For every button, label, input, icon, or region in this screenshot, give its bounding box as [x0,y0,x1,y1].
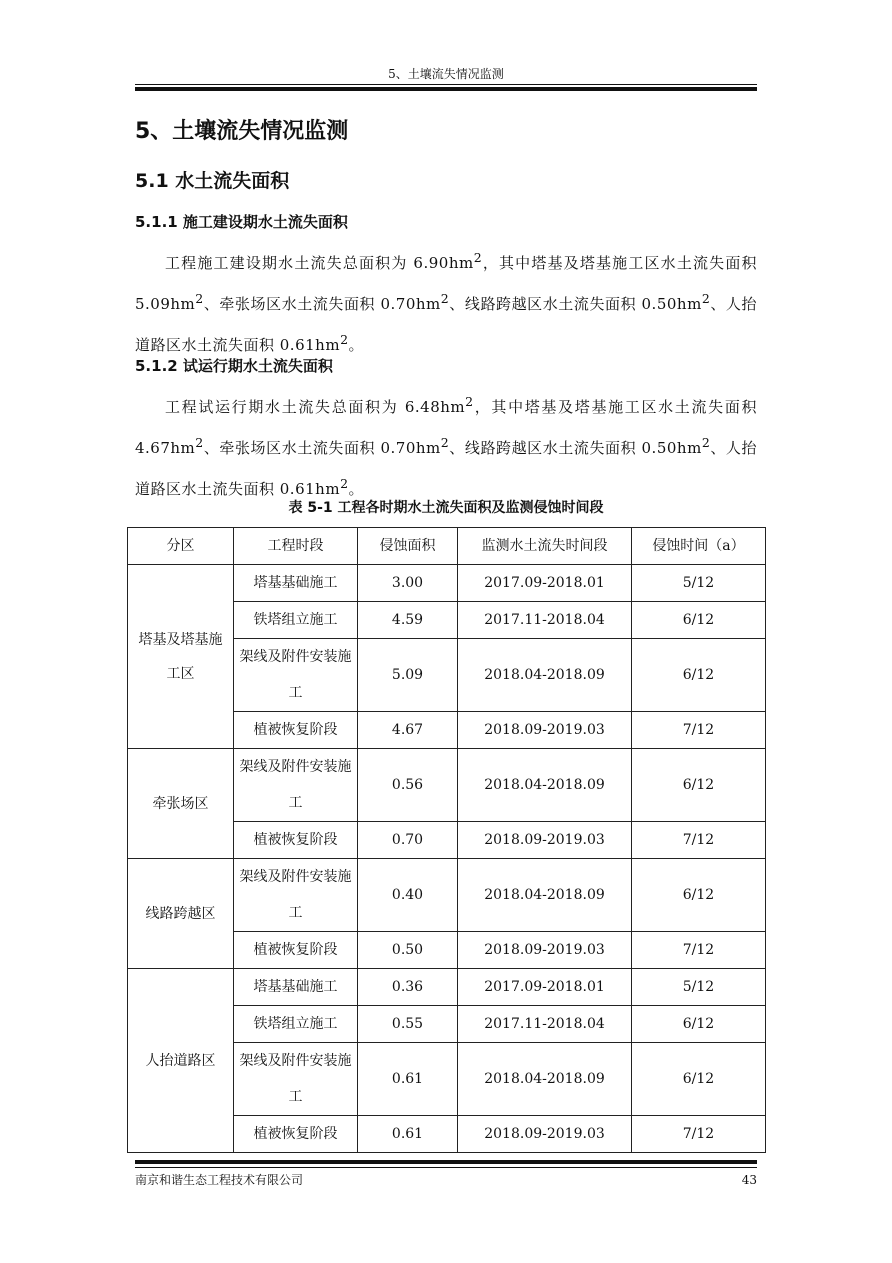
footer-company: 南京和谐生态工程技术有限公司 [135,1173,304,1187]
table-row [128,565,766,602]
page-number: 43 [741,1173,757,1187]
table-row [128,749,766,822]
time-cell: 6/12 [632,602,766,639]
period-cell: 2018.09-2019.03 [458,932,632,969]
period-cell: 2018.04-2018.09 [458,749,632,822]
time-cell: 5/12 [632,969,766,1006]
text-run: 、牵张场区水土流失面积 0.70hm [203,439,441,457]
area-cell: 5.09 [358,639,458,712]
stage-cell: 植被恢复阶段 [234,712,358,749]
text-run: 、线路跨越区水土流失面积 0.50hm [449,295,702,313]
stage-cell: 植被恢复阶段 [234,932,358,969]
header-zone: 分区 [128,528,234,565]
text-run: 。 [348,480,365,498]
stage-cell: 架线及附件安装施工 [234,749,358,822]
stage-cell: 植被恢复阶段 [234,1116,358,1153]
table-body [128,565,766,1153]
header-stage: 工程时段 [234,528,358,565]
erosion-table [127,527,766,1153]
zone-cell: 牵张场区 [128,749,234,859]
period-cell: 2017.11-2018.04 [458,1006,632,1043]
superscript: 2 [440,435,450,450]
time-cell: 7/12 [632,712,766,749]
construction-period-paragraph [135,240,757,363]
area-cell: 0.61 [358,1116,458,1153]
header-rule-thick [135,87,757,91]
running-header: 5、土壤流失情况监测 [388,67,504,81]
area-cell: 0.36 [358,969,458,1006]
footer-rule-thick [135,1160,757,1164]
zone-cell: 线路跨越区 [128,859,234,969]
period-cell: 2017.09-2018.01 [458,565,632,602]
text-run: 、牵张场区水土流失面积 0.70hm [203,295,441,313]
zone-cell: 人抬道路区 [128,969,234,1153]
text-run: 、人抬道路区水土流失面积 0.61hm [135,439,757,498]
area-cell: 0.61 [358,1043,458,1116]
superscript: 2 [701,291,711,306]
section-title: 5、土壤流失情况监测 [135,119,349,144]
time-cell: 5/12 [632,565,766,602]
superscript: 2 [465,394,474,409]
footer-rule-thin [135,1167,757,1168]
area-cell: 3.00 [358,565,458,602]
stage-cell: 架线及附件安装施工 [234,639,358,712]
text-run: 。 [348,336,365,354]
time-cell: 6/12 [632,749,766,822]
superscript: 2 [340,332,349,347]
trial-period-heading: 5.1.2 试运行期水土流失面积 [135,357,333,375]
period-cell: 2018.09-2019.03 [458,712,632,749]
stage-cell: 植被恢复阶段 [234,822,358,859]
stage-cell: 塔基基础施工 [234,565,358,602]
text-run: 工程试运行期水土流失总面积为 6.48hm [165,398,466,416]
area-cell: 0.50 [358,932,458,969]
header-period: 监测水土流失时间段 [458,528,632,565]
time-cell: 6/12 [632,859,766,932]
superscript: 2 [195,435,204,450]
superscript: 2 [440,291,450,306]
text-run: 工程施工建设期水土流失总面积为 6.90hm [165,254,474,272]
area-cell: 4.67 [358,712,458,749]
superscript: 2 [195,291,204,306]
text-run: 、人抬道路区水土流失面积 0.61hm [135,295,757,354]
text-run: ，其中塔基及塔基施工区水土流失面积 4.67hm [135,398,757,457]
trial-period-paragraph [135,384,757,507]
area-cell: 0.40 [358,859,458,932]
period-cell: 2017.11-2018.04 [458,602,632,639]
header-rule-thin [135,84,757,85]
period-cell: 2018.04-2018.09 [458,859,632,932]
text-run: ，其中塔基及塔基施工区水土流失面积 5.09hm [135,254,757,313]
area-cell: 0.55 [358,1006,458,1043]
period-cell: 2018.04-2018.09 [458,639,632,712]
table-row [128,859,766,932]
header-area: 侵蚀面积 [358,528,458,565]
period-cell: 2018.09-2019.03 [458,822,632,859]
stage-cell: 铁塔组立施工 [234,1006,358,1043]
table-header-row [128,528,766,565]
stage-cell: 架线及附件安装施工 [234,1043,358,1116]
subsection-title: 5.1 水土流失面积 [135,170,290,192]
superscript: 2 [340,476,349,491]
stage-cell: 铁塔组立施工 [234,602,358,639]
superscript: 2 [701,435,711,450]
area-cell: 4.59 [358,602,458,639]
time-cell: 7/12 [632,932,766,969]
area-cell: 0.56 [358,749,458,822]
zone-cell: 塔基及塔基施工区 [128,565,234,749]
time-cell: 7/12 [632,1116,766,1153]
time-cell: 6/12 [632,1006,766,1043]
time-cell: 6/12 [632,1043,766,1116]
stage-cell: 塔基基础施工 [234,969,358,1006]
time-cell: 7/12 [632,822,766,859]
period-cell: 2018.09-2019.03 [458,1116,632,1153]
header-time: 侵蚀时间（a） [632,528,766,565]
time-cell: 6/12 [632,639,766,712]
period-cell: 2018.04-2018.09 [458,1043,632,1116]
area-cell: 0.70 [358,822,458,859]
table-row [128,969,766,1006]
text-run: 、线路跨越区水土流失面积 0.50hm [449,439,702,457]
stage-cell: 架线及附件安装施工 [234,859,358,932]
superscript: 2 [473,250,483,265]
table-caption: 表 5-1 工程各时期水土流失面积及监测侵蚀时间段 [288,500,604,516]
construction-period-heading: 5.1.1 施工建设期水土流失面积 [135,213,348,231]
period-cell: 2017.09-2018.01 [458,969,632,1006]
